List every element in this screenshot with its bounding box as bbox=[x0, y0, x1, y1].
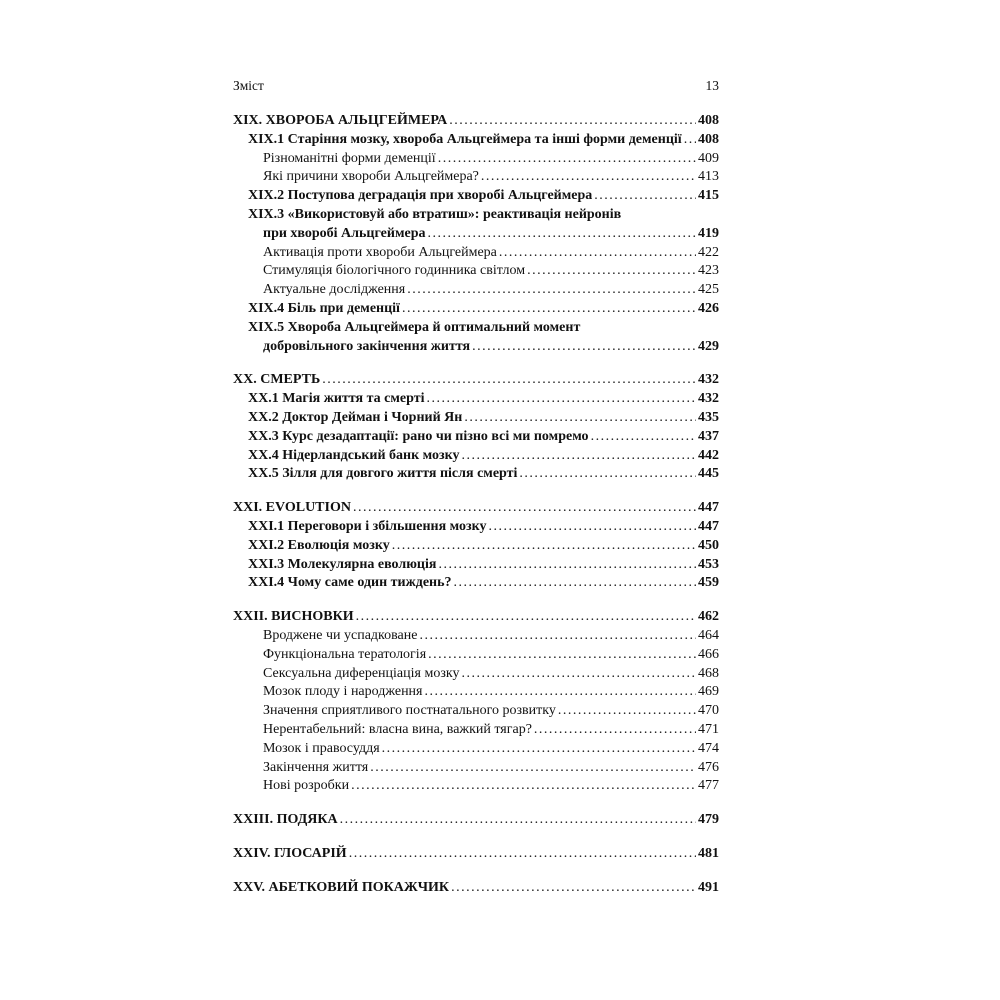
toc-group bbox=[233, 112, 719, 356]
toc-entry-label: XIX.3 «Використовуй або втратиш»: реактивація нейронів bbox=[248, 206, 622, 222]
toc-group bbox=[233, 371, 719, 484]
toc-entry-label: Значення сприятливого постнатального розвитку bbox=[263, 703, 556, 719]
toc-row bbox=[233, 759, 719, 778]
toc-row bbox=[233, 187, 719, 206]
toc-row bbox=[233, 721, 719, 740]
toc-entry-page: 419 bbox=[698, 225, 719, 241]
dot-leader bbox=[499, 244, 696, 263]
toc-list bbox=[233, 112, 719, 897]
toc-entry bbox=[233, 879, 719, 898]
dot-leader bbox=[534, 721, 696, 740]
toc-entry-page: 491 bbox=[698, 879, 719, 895]
toc-entry-page: 408 bbox=[698, 113, 719, 128]
toc-entry bbox=[233, 262, 719, 281]
dot-leader bbox=[438, 150, 696, 169]
toc-entry-label: XXII. ВИСНОВКИ bbox=[233, 609, 354, 625]
toc-row bbox=[233, 206, 719, 225]
toc-entry-label: Вроджене чи успадковане bbox=[263, 627, 418, 643]
toc-entry bbox=[233, 721, 719, 740]
toc-row bbox=[233, 225, 719, 244]
toc-group bbox=[233, 879, 719, 898]
toc-entry-label: Стимуляція біологічного годинника світлом bbox=[263, 263, 526, 279]
toc-entry-page: 425 bbox=[698, 282, 719, 298]
toc-row bbox=[233, 371, 719, 390]
dot-leader bbox=[356, 608, 696, 627]
toc-row bbox=[233, 112, 719, 131]
toc-entry bbox=[233, 556, 719, 575]
toc-row bbox=[233, 168, 719, 187]
dot-leader bbox=[481, 168, 696, 187]
toc-entry-label: XXI.2 Еволюція мозку bbox=[248, 537, 390, 553]
toc-entry bbox=[233, 811, 719, 830]
dot-leader bbox=[382, 740, 696, 759]
toc-entry bbox=[233, 537, 719, 556]
toc-row bbox=[233, 262, 719, 281]
toc-entry-label: XIX.1 Старіння мозку, хвороба Альцгеймера та інші форми деменції bbox=[248, 131, 682, 147]
toc-row bbox=[233, 428, 719, 447]
toc-entry-page: 409 bbox=[698, 150, 719, 166]
toc-entry-page: 469 bbox=[698, 684, 719, 700]
toc-entry-label: XX.4 Нідерландський банк мозку bbox=[248, 447, 460, 463]
toc-entry bbox=[233, 499, 719, 518]
toc-entry-page: 442 bbox=[698, 447, 719, 463]
toc-entry bbox=[233, 518, 719, 537]
dot-leader bbox=[472, 338, 696, 357]
toc-entry bbox=[233, 281, 719, 300]
toc-entry-page: 447 bbox=[698, 500, 719, 516]
dot-leader bbox=[438, 556, 696, 575]
toc-entry-label: XX.3 Курс дезадаптації: рано чи пізно всі ми помремо bbox=[248, 428, 589, 444]
toc-entry bbox=[233, 465, 719, 484]
dot-leader bbox=[451, 879, 696, 898]
toc-entry-label: Сексуальна диференціація мозку bbox=[263, 665, 460, 681]
toc-row bbox=[233, 665, 719, 684]
toc-entry bbox=[233, 702, 719, 721]
dot-leader bbox=[427, 390, 697, 409]
toc-row bbox=[233, 702, 719, 721]
toc-group bbox=[233, 811, 719, 830]
toc-group bbox=[233, 845, 719, 864]
toc-entry-label: добровільного закінчення життя bbox=[263, 338, 471, 354]
toc-entry bbox=[233, 683, 719, 702]
dot-leader bbox=[519, 465, 696, 484]
toc-entry-label: XXV. АБЕТКОВИЙ ПОКАЖЧИК bbox=[233, 879, 450, 895]
toc-entry-page: 479 bbox=[698, 812, 719, 828]
toc-entry-page: 468 bbox=[698, 665, 719, 681]
toc-entry bbox=[233, 428, 719, 447]
toc-row bbox=[233, 300, 719, 319]
toc-entry-label: XXI.1 Переговори і збільшення мозку bbox=[248, 518, 487, 534]
toc-entry-page: 445 bbox=[698, 466, 719, 482]
toc-entry bbox=[233, 740, 719, 759]
toc-entry-label: XIX.4 Біль при деменції bbox=[248, 300, 400, 316]
toc-row bbox=[233, 338, 719, 357]
dot-leader bbox=[322, 371, 696, 390]
toc-entry bbox=[233, 371, 719, 390]
toc-entry-label: XXIV. ГЛОСАРІЙ bbox=[233, 845, 347, 861]
toc-entry-page: 447 bbox=[698, 518, 719, 534]
toc-entry bbox=[233, 244, 719, 263]
toc-row bbox=[233, 683, 719, 702]
page-content bbox=[233, 78, 719, 897]
toc-row bbox=[233, 390, 719, 409]
dot-leader bbox=[462, 447, 696, 466]
toc-entry bbox=[233, 300, 719, 319]
toc-entry-page: 437 bbox=[698, 428, 719, 444]
toc-entry-page: 474 bbox=[698, 740, 719, 756]
toc-row bbox=[233, 608, 719, 627]
toc-entry-page: 422 bbox=[698, 244, 719, 260]
toc-entry-page: 466 bbox=[698, 646, 719, 662]
toc-entry bbox=[233, 168, 719, 187]
toc-entry bbox=[233, 131, 719, 150]
toc-entry-page: 435 bbox=[698, 409, 719, 425]
toc-row bbox=[233, 281, 719, 300]
toc-entry-page: 462 bbox=[698, 609, 719, 625]
dot-leader bbox=[558, 702, 696, 721]
toc-entry bbox=[233, 574, 719, 593]
toc-row bbox=[233, 499, 719, 518]
toc-entry-label: XX. СМЕРТЬ bbox=[233, 372, 321, 388]
toc-row bbox=[233, 646, 719, 665]
dot-leader bbox=[425, 683, 697, 702]
page-header bbox=[233, 78, 719, 94]
toc-entry bbox=[233, 390, 719, 409]
toc-row bbox=[233, 879, 719, 898]
toc-row bbox=[233, 740, 719, 759]
toc-entry bbox=[233, 665, 719, 684]
toc-row bbox=[233, 319, 719, 338]
toc-entry-label: XXI.4 Чому саме один тиждень? bbox=[248, 575, 452, 591]
dot-leader bbox=[527, 262, 696, 281]
toc-row bbox=[233, 465, 719, 484]
toc-row bbox=[233, 518, 719, 537]
toc-entry-label: XIX.2 Поступова деградація при хворобі Альцгеймера bbox=[248, 188, 593, 204]
toc-entry-page: 477 bbox=[698, 778, 719, 794]
toc-entry-page: 408 bbox=[698, 131, 719, 147]
toc-row bbox=[233, 447, 719, 466]
dot-leader bbox=[392, 537, 696, 556]
toc-group bbox=[233, 608, 719, 796]
toc-entry bbox=[233, 319, 719, 357]
toc-entry-page: 464 bbox=[698, 627, 719, 643]
toc-entry-label: Закінчення життя bbox=[263, 759, 369, 775]
dot-leader bbox=[684, 131, 696, 150]
toc-entry-page: 415 bbox=[698, 188, 719, 204]
toc-entry-page: 481 bbox=[698, 845, 719, 861]
toc-entry bbox=[233, 608, 719, 627]
dot-leader bbox=[370, 759, 696, 778]
toc-entry bbox=[233, 206, 719, 244]
toc-entry-label: XIX. ХВОРОБА АЛЬЦГЕЙМЕРА bbox=[233, 113, 448, 128]
toc-entry-page: 413 bbox=[698, 169, 719, 185]
dot-leader bbox=[454, 574, 696, 593]
header-title: Зміст bbox=[233, 78, 264, 93]
toc-entry-page: 429 bbox=[698, 338, 719, 354]
dot-leader bbox=[402, 300, 696, 319]
toc-entry-label: Які причини хвороби Альцгеймера? bbox=[263, 169, 479, 185]
toc-row bbox=[233, 811, 719, 830]
toc-row bbox=[233, 777, 719, 796]
toc-row bbox=[233, 537, 719, 556]
toc-entry-page: 432 bbox=[698, 391, 719, 407]
toc-entry-page: 470 bbox=[698, 703, 719, 719]
dot-leader bbox=[461, 665, 696, 684]
dot-leader bbox=[428, 646, 696, 665]
toc-entry-page: 453 bbox=[698, 556, 719, 572]
toc-entry-page: 423 bbox=[698, 263, 719, 279]
toc-row bbox=[233, 556, 719, 575]
toc-entry-label: Актуальне дослідження bbox=[263, 282, 406, 298]
toc-entry-page: 471 bbox=[698, 721, 719, 737]
dot-leader bbox=[340, 811, 696, 830]
toc-entry-label: Мозок плоду і народження bbox=[263, 684, 423, 700]
toc-entry-label: Функціональна тератологія bbox=[263, 646, 427, 662]
toc-entry bbox=[233, 112, 719, 131]
dot-leader bbox=[449, 112, 696, 131]
toc-entry-label: XXIII. ПОДЯКА bbox=[233, 812, 338, 828]
toc-row bbox=[233, 574, 719, 593]
toc-entry-label: Нерентабельний: власна вина, важкий тягар? bbox=[263, 721, 532, 737]
toc-group bbox=[233, 499, 719, 593]
toc-entry-label: XX.2 Доктор Дейман і Чорний Ян bbox=[248, 409, 463, 425]
toc-entry-label: XX.5 Зілля для довгого життя після смерті bbox=[248, 466, 518, 482]
toc-entry-page: 426 bbox=[698, 300, 719, 316]
toc-entry bbox=[233, 150, 719, 169]
toc-entry-page: 459 bbox=[698, 575, 719, 591]
toc-entry-label: XXI.3 Молекулярна еволюція bbox=[248, 556, 437, 572]
toc-row bbox=[233, 627, 719, 646]
dot-leader bbox=[407, 281, 696, 300]
toc-entry bbox=[233, 759, 719, 778]
dot-leader bbox=[594, 187, 696, 206]
toc-row bbox=[233, 131, 719, 150]
toc-entry-page: 450 bbox=[698, 537, 719, 553]
toc-entry-label: XIX.5 Хвороба Альцгеймера й оптимальний момент bbox=[248, 319, 581, 335]
dot-leader bbox=[419, 627, 696, 646]
toc-entry bbox=[233, 187, 719, 206]
dot-leader bbox=[351, 777, 696, 796]
dot-leader bbox=[489, 518, 697, 537]
toc-entry bbox=[233, 646, 719, 665]
toc-entry bbox=[233, 627, 719, 646]
toc-row bbox=[233, 150, 719, 169]
toc-entry-label: Різноманітні форми деменції bbox=[263, 150, 436, 166]
toc-row bbox=[233, 409, 719, 428]
toc-entry bbox=[233, 777, 719, 796]
toc-entry-label: Нові розробки bbox=[263, 778, 350, 794]
dot-leader bbox=[464, 409, 696, 428]
toc-entry-label: Мозок і правосуддя bbox=[263, 740, 380, 756]
dot-leader bbox=[353, 499, 696, 518]
toc-entry bbox=[233, 447, 719, 466]
toc-entry-page: 476 bbox=[698, 759, 719, 775]
toc-entry-label: при хворобі Альцгеймера bbox=[263, 225, 426, 241]
dot-leader bbox=[427, 225, 696, 244]
toc-entry bbox=[233, 845, 719, 864]
toc-entry-page: 432 bbox=[698, 372, 719, 388]
toc-entry-label: XXI. EVOLUTION bbox=[233, 500, 351, 516]
toc-row bbox=[233, 845, 719, 864]
toc-entry-label: Активація проти хвороби Альцгеймера bbox=[263, 244, 497, 260]
toc-entry-label: XX.1 Магія життя та смерті bbox=[248, 391, 425, 407]
toc-entry bbox=[233, 409, 719, 428]
toc-row bbox=[233, 244, 719, 263]
dot-leader bbox=[591, 428, 696, 447]
dot-leader bbox=[349, 845, 696, 864]
header-page-number: 13 bbox=[705, 78, 719, 93]
